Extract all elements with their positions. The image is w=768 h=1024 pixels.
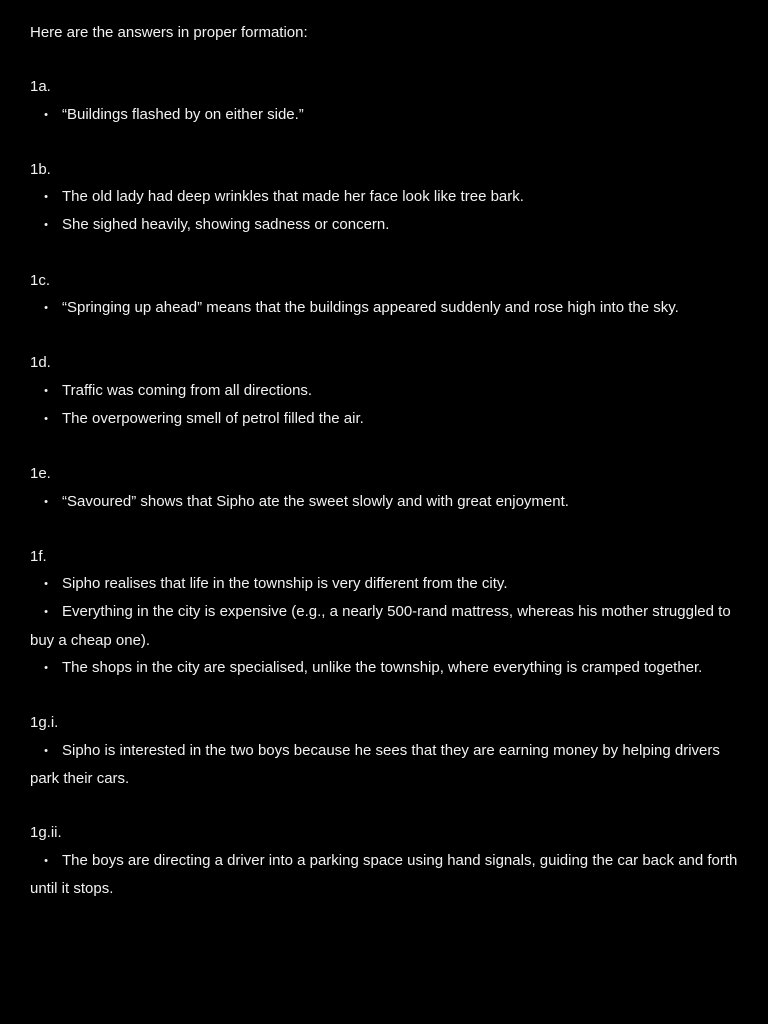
question-label: 1e. <box>30 465 51 483</box>
answer-list <box>30 488 738 516</box>
bullet-icon: • <box>44 219 48 232</box>
bullet-icon: • <box>44 495 48 508</box>
answer-list <box>30 737 738 793</box>
section-1b <box>30 156 738 240</box>
question-label: 1g.ii. <box>30 824 62 842</box>
section-1c <box>30 267 738 323</box>
section-1g-i <box>30 709 738 792</box>
bullet-icon: • <box>44 662 48 675</box>
answer-text: Traffic was coming from all directions. <box>62 381 313 399</box>
answer-text: Everything in the city is expensive (e.g., a nearly 500-rand mattress, whereas his mother struggled to buy a cheap one). <box>30 603 731 649</box>
question-label: 1b. <box>30 160 51 178</box>
answer-text: The overpowering smell of petrol filled the air. <box>62 409 364 427</box>
bullet-icon: • <box>44 302 48 315</box>
bullet-icon: • <box>44 744 48 757</box>
list-item <box>30 488 738 516</box>
list-item <box>30 654 738 682</box>
bullet-icon: • <box>44 412 48 425</box>
list-item <box>30 598 738 654</box>
section-1e <box>30 460 738 516</box>
intro-text: Here are the answers in proper formation: <box>30 24 308 41</box>
question-label: 1d. <box>30 354 51 372</box>
bullet-icon: • <box>44 578 48 591</box>
answer-list <box>30 847 738 903</box>
section-1f <box>30 543 738 682</box>
answer-list <box>30 294 738 322</box>
answer-text: The boys are directing a driver into a parking space using hand signals, guiding the car back and forth until it stops. <box>30 851 738 897</box>
bullet-icon: • <box>44 854 48 867</box>
section-1d <box>30 349 738 433</box>
answer-text: Sipho is interested in the two boys because he sees that they are earning money by helping drivers park their cars. <box>30 741 720 787</box>
answer-list <box>30 183 738 240</box>
section-1g-ii <box>30 819 738 902</box>
list-item <box>30 570 738 598</box>
answer-list <box>30 101 738 129</box>
question-label: 1a. <box>30 78 51 96</box>
section-1a <box>30 73 738 129</box>
list-item <box>30 294 738 322</box>
answer-text: The old lady had deep wrinkles that made her face look like tree bark. <box>62 188 524 206</box>
question-label: 1g.i. <box>30 714 59 732</box>
answer-text: “Savoured” shows that Sipho ate the sweet slowly and with great enjoyment. <box>62 492 569 510</box>
list-item <box>30 405 738 433</box>
answer-list <box>30 570 738 682</box>
list-item <box>30 183 738 211</box>
bullet-icon: • <box>44 606 48 619</box>
answer-list <box>30 377 738 434</box>
answer-text: She sighed heavily, showing sadness or concern. <box>62 216 390 234</box>
bullet-icon: • <box>44 384 48 397</box>
list-item <box>30 737 738 793</box>
list-item <box>30 211 738 239</box>
question-label: 1f. <box>30 547 47 565</box>
question-label: 1c. <box>30 271 51 289</box>
list-item <box>30 847 738 903</box>
answer-text: Sipho realises that life in the township is very different from the city. <box>62 575 508 593</box>
list-item <box>30 101 738 129</box>
answer-text: “Springing up ahead” means that the buildings appeared suddenly and rose high into the sky. <box>62 299 679 317</box>
bullet-icon: • <box>44 191 48 204</box>
bullet-icon: • <box>44 108 48 121</box>
list-item <box>30 377 738 405</box>
answer-text: “Buildings flashed by on either side.” <box>62 105 304 123</box>
answer-text: The shops in the city are specialised, unlike the township, where everything is cramped together. <box>62 659 703 677</box>
